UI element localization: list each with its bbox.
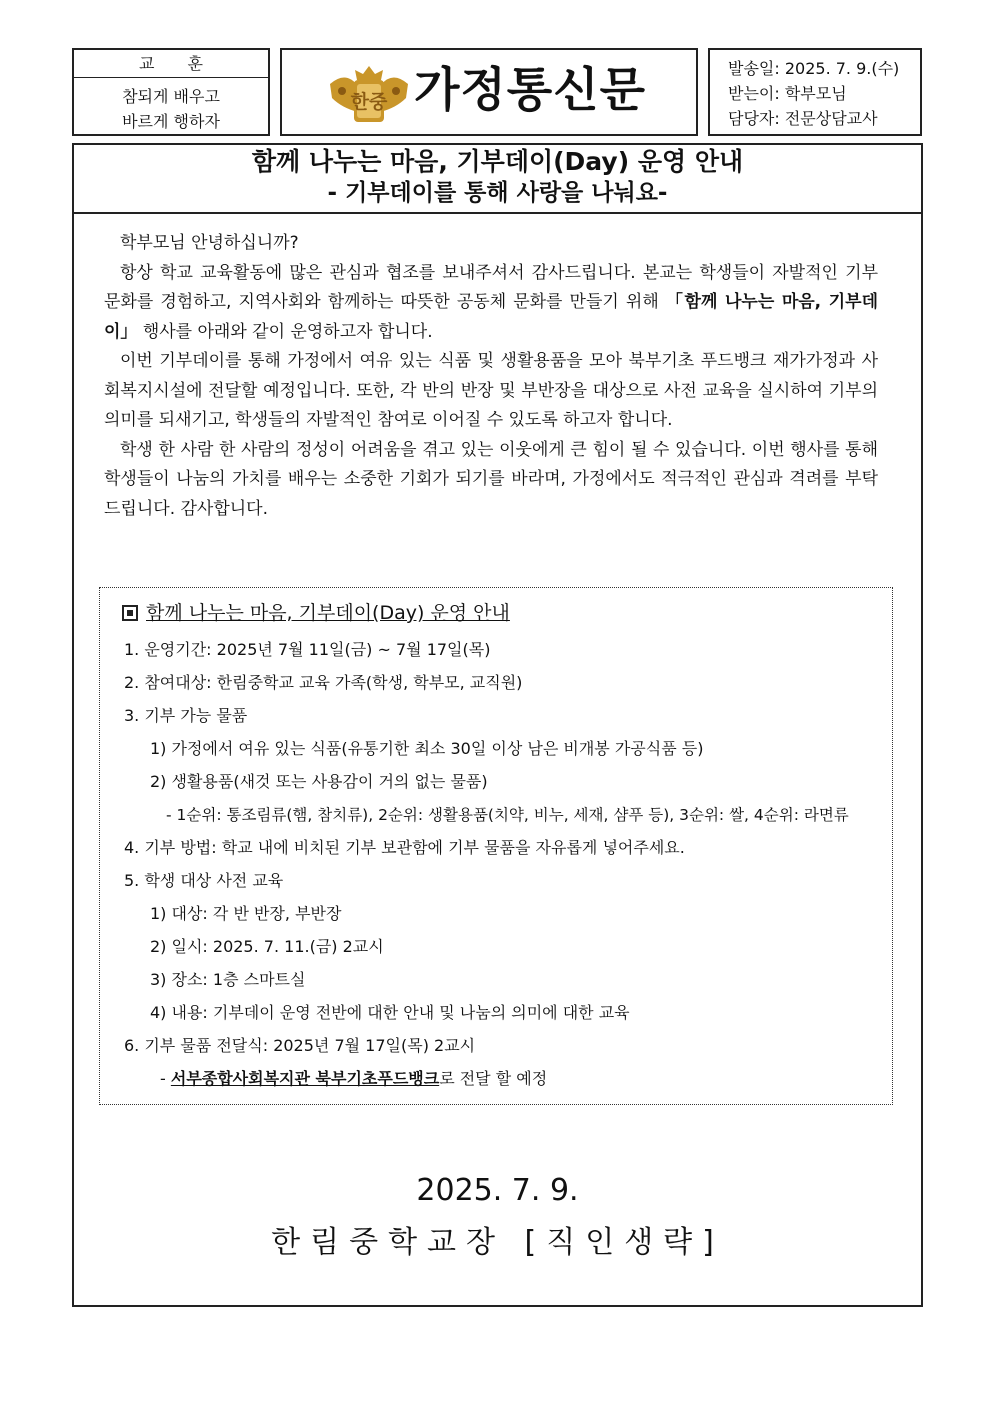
motto-line-2: 바르게 행하자 — [122, 112, 220, 131]
paragraph-1-intro: 항상 학교 교육활동에 많은 관심과 협조를 보내주셔서 감사드립니다. 본교는 학생들이 자발적인 기부 문화를 경험하고, 지역사회와 함께하는 따뜻한 공동체 문화를 만들기 위해 — [104, 262, 878, 312]
school-emblem-icon — [328, 64, 410, 126]
notice-subitem-target: 1) 대상: 각 반 반장, 부반장 — [150, 904, 342, 923]
notice-subitem-food: 1) 가정에서 여유 있는 식품(유통기한 최소 30일 이상 남은 비개봉 가공식품 등) — [150, 739, 704, 758]
notice-priority-list: - 1순위: 통조림류(햄, 참치류), 2순위: 생활용품(치약, 비누, 세재, 샴푸 등), 3순위: 쌀, 4순위: 라면류 — [166, 806, 849, 824]
letter-body — [104, 229, 878, 524]
notice-subitem-place: 3) 장소: 1층 스마트실 — [150, 970, 306, 989]
issue-date: 2025. 7. 9. — [416, 1173, 579, 1208]
newsletter-name: 가정통신문 — [414, 63, 647, 118]
notice-item-donation-items: 3. 기부 가능 물품 — [124, 706, 248, 725]
letter-title: 함께 나누는 마음, 기부데이(Day) 운영 안내 — [251, 147, 744, 176]
newsletter-meta-box — [708, 48, 922, 136]
event-name: 「함께 나누는 마음, 기부데이」 — [104, 292, 879, 342]
principal-signature-line: 한림중학교장 [직인생략] — [271, 1225, 724, 1260]
notice-subitem-content: 4) 내용: 기부데이 운영 전반에 대한 안내 및 나눔의 의미에 대한 교육 — [150, 1003, 630, 1022]
motto-title: 교 훈 — [74, 50, 268, 78]
notice-delivery-line — [160, 1067, 547, 1091]
body-paragraph-1 — [104, 259, 878, 348]
body-paragraph-3: 학생 한 사람 한 사람의 정성이 어려움을 겪고 있는 이웃에게 큰 힘이 될 수 있습니다. 이번 행사를 통해 학생들이 나눔의 가치를 배우는 소중한 기회가 되기를 바라며, 가정에서도 적극적인 관심과 격려를 부탁드립니다. 감사합니다. — [104, 439, 878, 519]
school-motto-box — [72, 48, 270, 136]
letter-frame — [72, 143, 923, 1307]
delivery-prefix: - — [160, 1069, 171, 1088]
emblem-mark-text: 한중 — [350, 91, 388, 113]
notice-heading-text: 함께 나누는 마음, 기부데이(Day) 운영 안내 — [146, 602, 510, 624]
notice-heading — [122, 598, 510, 628]
letter-subtitle: - 기부데이를 통해 사랑을 나눠요- — [327, 180, 668, 206]
notice-item-period: 1. 운영기간: 2025년 7월 11일(금) ~ 7월 17일(목) — [124, 640, 491, 659]
motto-line-1: 참되게 배우고 — [122, 87, 220, 106]
greeting: 학부모님 안녕하십니까? — [120, 233, 299, 253]
delivery-suffix: 로 전달 할 예정 — [439, 1069, 548, 1088]
manager: 담당자: 전문상담교사 — [728, 109, 878, 128]
title-bar — [74, 145, 921, 214]
notice-item-participants: 2. 참여대상: 한림중학교 교육 가족(학생, 학부모, 교직원) — [124, 673, 523, 692]
square-bullet-icon — [122, 605, 138, 621]
delivery-target: 서부종합사회복지관 북부기초푸드뱅크 — [170, 1069, 440, 1088]
sent-date: 발송일: 2025. 7. 9.(수) — [728, 59, 900, 78]
notice-subitem-time: 2) 일시: 2025. 7. 11.(금) 2교시 — [150, 937, 384, 956]
event-notice-box — [99, 587, 893, 1105]
paragraph-1-end: 행사를 아래와 같이 운영하고자 합니다. — [137, 321, 433, 342]
newsletter-logo-box — [280, 48, 698, 136]
notice-item-education: 5. 학생 대상 사전 교육 — [124, 871, 284, 890]
notice-item-method: 4. 기부 방법: 학교 내에 비치된 기부 보관함에 기부 물품을 자유롭게 넣어주세요. — [124, 838, 685, 857]
body-paragraph-2: 이번 기부데이를 통해 가정에서 여유 있는 식품 및 생활용품을 모아 북부기초 푸드뱅크 재가가정과 사회복지시설에 전달할 예정입니다. 또한, 각 반의 반장 및 부반장을 대상으로 사전 교육을 실시하여 기부의 의미를 되새기고, 학생들의 자발적인 참여로 이어질 수 있도록 하고자 합니다. — [104, 351, 878, 430]
recipient: 받는이: 학부모님 — [728, 84, 847, 103]
notice-item-ceremony: 6. 기부 물품 전달식: 2025년 7월 17일(목) 2교시 — [124, 1036, 476, 1055]
notice-subitem-household: 2) 생활용품(새것 또는 사용감이 거의 없는 물품) — [150, 772, 488, 791]
